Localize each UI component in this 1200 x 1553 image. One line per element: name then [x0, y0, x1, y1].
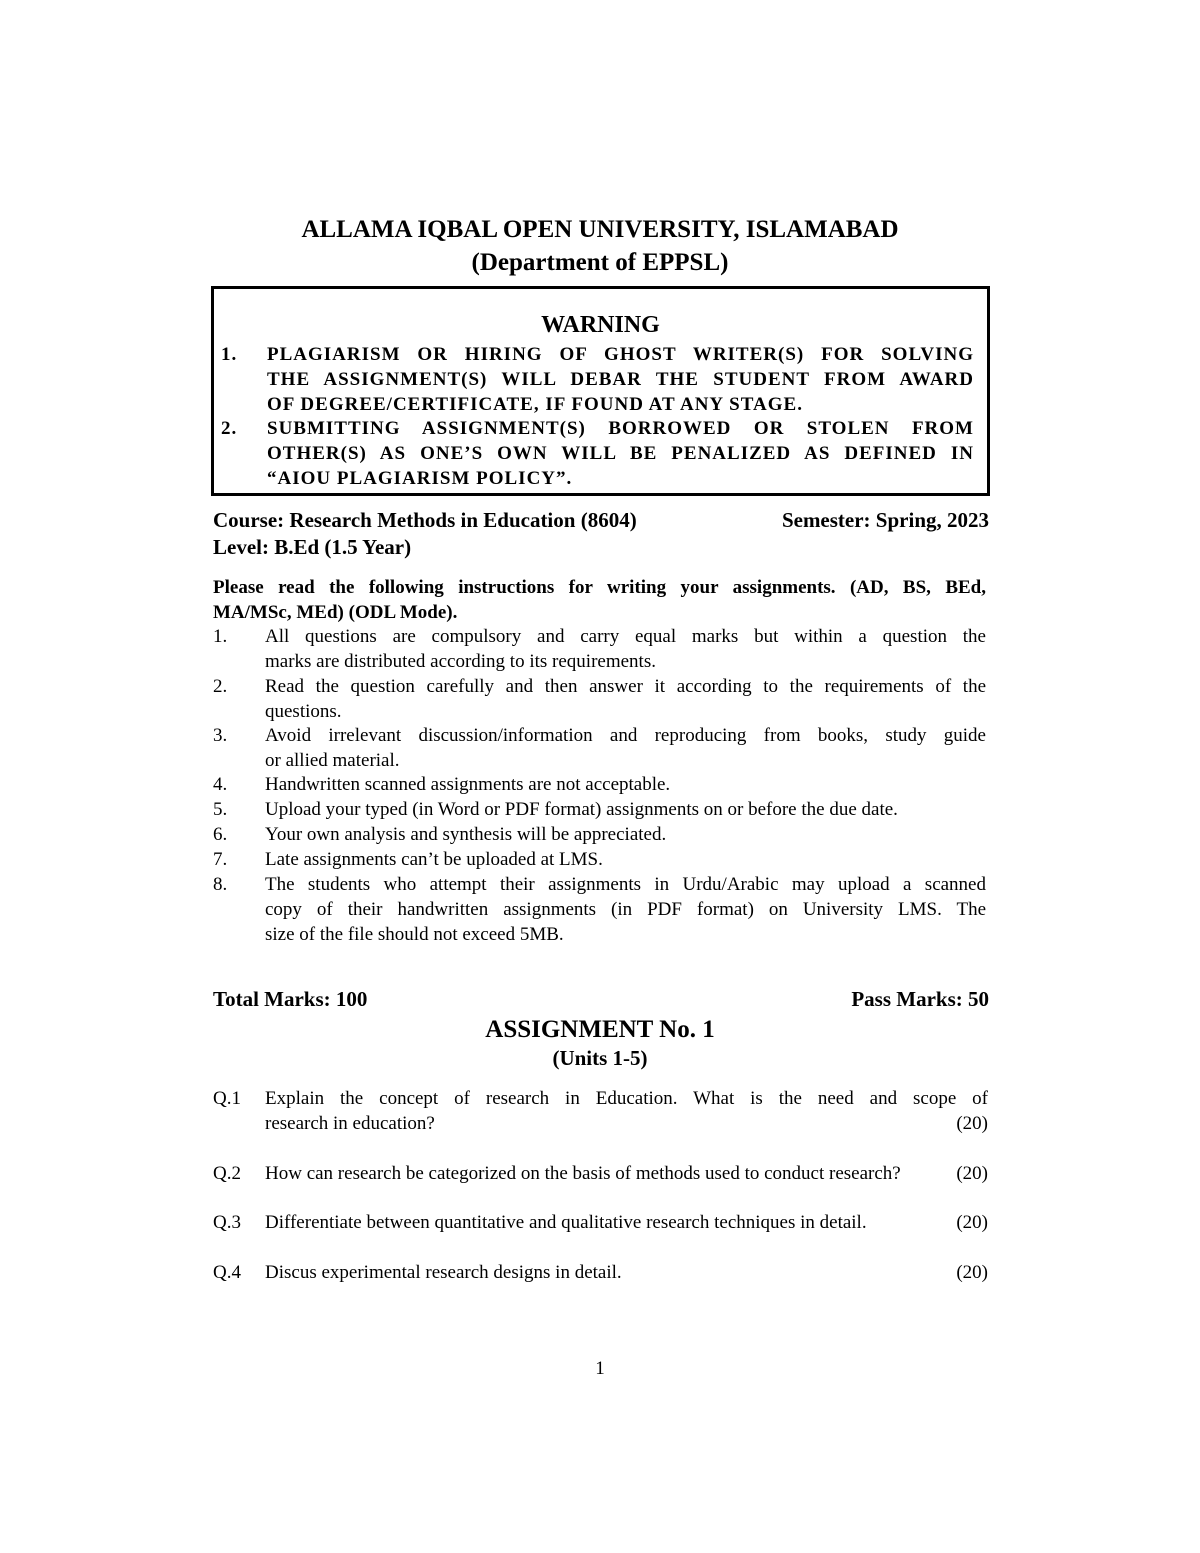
- question-number: Q.4: [213, 1262, 241, 1283]
- question-text: [265, 1161, 988, 1186]
- text-line: Avoid irrelevant discussion/information and reproducing from books, study guide: [265, 725, 986, 746]
- question-number: Q.2: [213, 1163, 241, 1184]
- instruction-text: [265, 723, 986, 773]
- text-line: Your own analysis and synthesis will be appreciated.: [265, 824, 667, 845]
- level-row: [213, 534, 989, 560]
- question-marks: (20): [956, 1212, 988, 1233]
- text-line: Explain the concept of research in Education. What is the need and scope of: [265, 1088, 988, 1109]
- instruction-text: [265, 872, 986, 947]
- text-line: marks are distributed according to its requirements.: [265, 651, 656, 672]
- instruction-text: [265, 797, 986, 822]
- university-title: ALLAMA IQBAL OPEN UNIVERSITY, ISLAMABAD: [301, 216, 899, 243]
- text-line: “AIOU PLAGIARISM POLICY”.: [267, 468, 573, 489]
- instruction-number: 5.: [213, 799, 228, 820]
- text-line: OTHER(S) AS ONE’S OWN WILL BE PENALIZED AS DEFINED IN: [267, 443, 974, 464]
- instruction-number: 6.: [213, 824, 228, 845]
- text-line: Please read the following instructions for writing your assignments. (AD, BS, BEd,: [213, 577, 986, 598]
- text-line: All questions are compulsory and carry equal marks but within a question the: [265, 626, 986, 647]
- instructions-heading: [213, 575, 986, 625]
- text-line: Differentiate between quantitative and qualitative research techniques in detail.: [265, 1212, 867, 1233]
- text-line: The students who attempt their assignments in Urdu/Arabic may upload a scanned: [265, 874, 986, 895]
- warning-box: [211, 286, 990, 496]
- warning-title: WARNING: [541, 312, 660, 338]
- question-marks: (20): [956, 1163, 988, 1184]
- instruction-number: 7.: [213, 849, 228, 870]
- course-name: Course: Research Methods in Education (8604): [213, 508, 637, 532]
- text-line: SUBMITTING ASSIGNMENT(S) BORROWED OR STOLEN FROM: [267, 418, 974, 439]
- instruction-text: [265, 624, 986, 674]
- warning-item-text: [267, 342, 974, 417]
- instruction-text: [265, 772, 986, 797]
- pass-marks: Pass Marks: 50: [851, 987, 989, 1011]
- text-line: or allied material.: [265, 750, 400, 771]
- question-text: [265, 1086, 988, 1136]
- total-marks: Total Marks: 100: [213, 987, 368, 1011]
- question-marks: (20): [956, 1262, 988, 1283]
- semester: Semester: Spring, 2023: [781, 508, 989, 532]
- level: Level: B.Ed (1.5 Year): [213, 535, 412, 559]
- warning-item-number: 2.: [221, 418, 238, 439]
- instruction-number: 3.: [213, 725, 228, 746]
- warning-item-text: [267, 416, 974, 491]
- warning-item-number: 1.: [221, 344, 238, 365]
- text-line: Upload your typed (in Word or PDF format) assignments on or before the due date.: [265, 799, 898, 820]
- course-row: [213, 507, 989, 533]
- text-line: size of the file should not exceed 5MB.: [265, 924, 564, 945]
- text-line: Discus experimental research designs in detail.: [265, 1262, 622, 1283]
- text-line: MA/MSc, MEd) (ODL Mode).: [213, 602, 458, 623]
- instruction-number: 4.: [213, 774, 228, 795]
- text-line: How can research be categorized on the basis of methods used to conduct research?: [265, 1163, 901, 1184]
- question-text: [265, 1210, 988, 1235]
- text-line: OF DEGREE/CERTIFICATE, IF FOUND AT ANY STAGE.: [267, 394, 803, 415]
- question-text: [265, 1260, 988, 1285]
- question-marks: (20): [956, 1113, 988, 1134]
- question-number: Q.3: [213, 1212, 241, 1233]
- question-number: Q.1: [213, 1088, 241, 1109]
- instruction-text: [265, 822, 986, 847]
- text-line: Handwritten scanned assignments are not acceptable.: [265, 774, 671, 795]
- text-line: questions.: [265, 701, 342, 722]
- text-line: Late assignments can’t be uploaded at LMS.: [265, 849, 603, 870]
- marks-row: [213, 986, 989, 1012]
- instruction-text: [265, 674, 986, 724]
- text-line: PLAGIARISM OR HIRING OF GHOST WRITER(S) FOR SOLVING: [267, 344, 974, 365]
- text-line: THE ASSIGNMENT(S) WILL DEBAR THE STUDENT FROM AWARD: [267, 369, 974, 390]
- instruction-number: 2.: [213, 676, 228, 697]
- department-title: (Department of EPPSL): [471, 249, 729, 276]
- page-number: 1: [595, 1358, 605, 1379]
- text-line: copy of their handwritten assignments (in PDF format) on University LMS. The: [265, 899, 986, 920]
- assignment-title: ASSIGNMENT No. 1: [485, 1016, 715, 1043]
- assignment-units: (Units 1-5): [552, 1046, 648, 1070]
- instruction-text: [265, 847, 986, 872]
- instruction-number: 1.: [213, 626, 228, 647]
- text-line: research in education?: [265, 1113, 435, 1134]
- text-line: Read the question carefully and then answer it according to the requirements of the: [265, 676, 986, 697]
- instruction-number: 8.: [213, 874, 228, 895]
